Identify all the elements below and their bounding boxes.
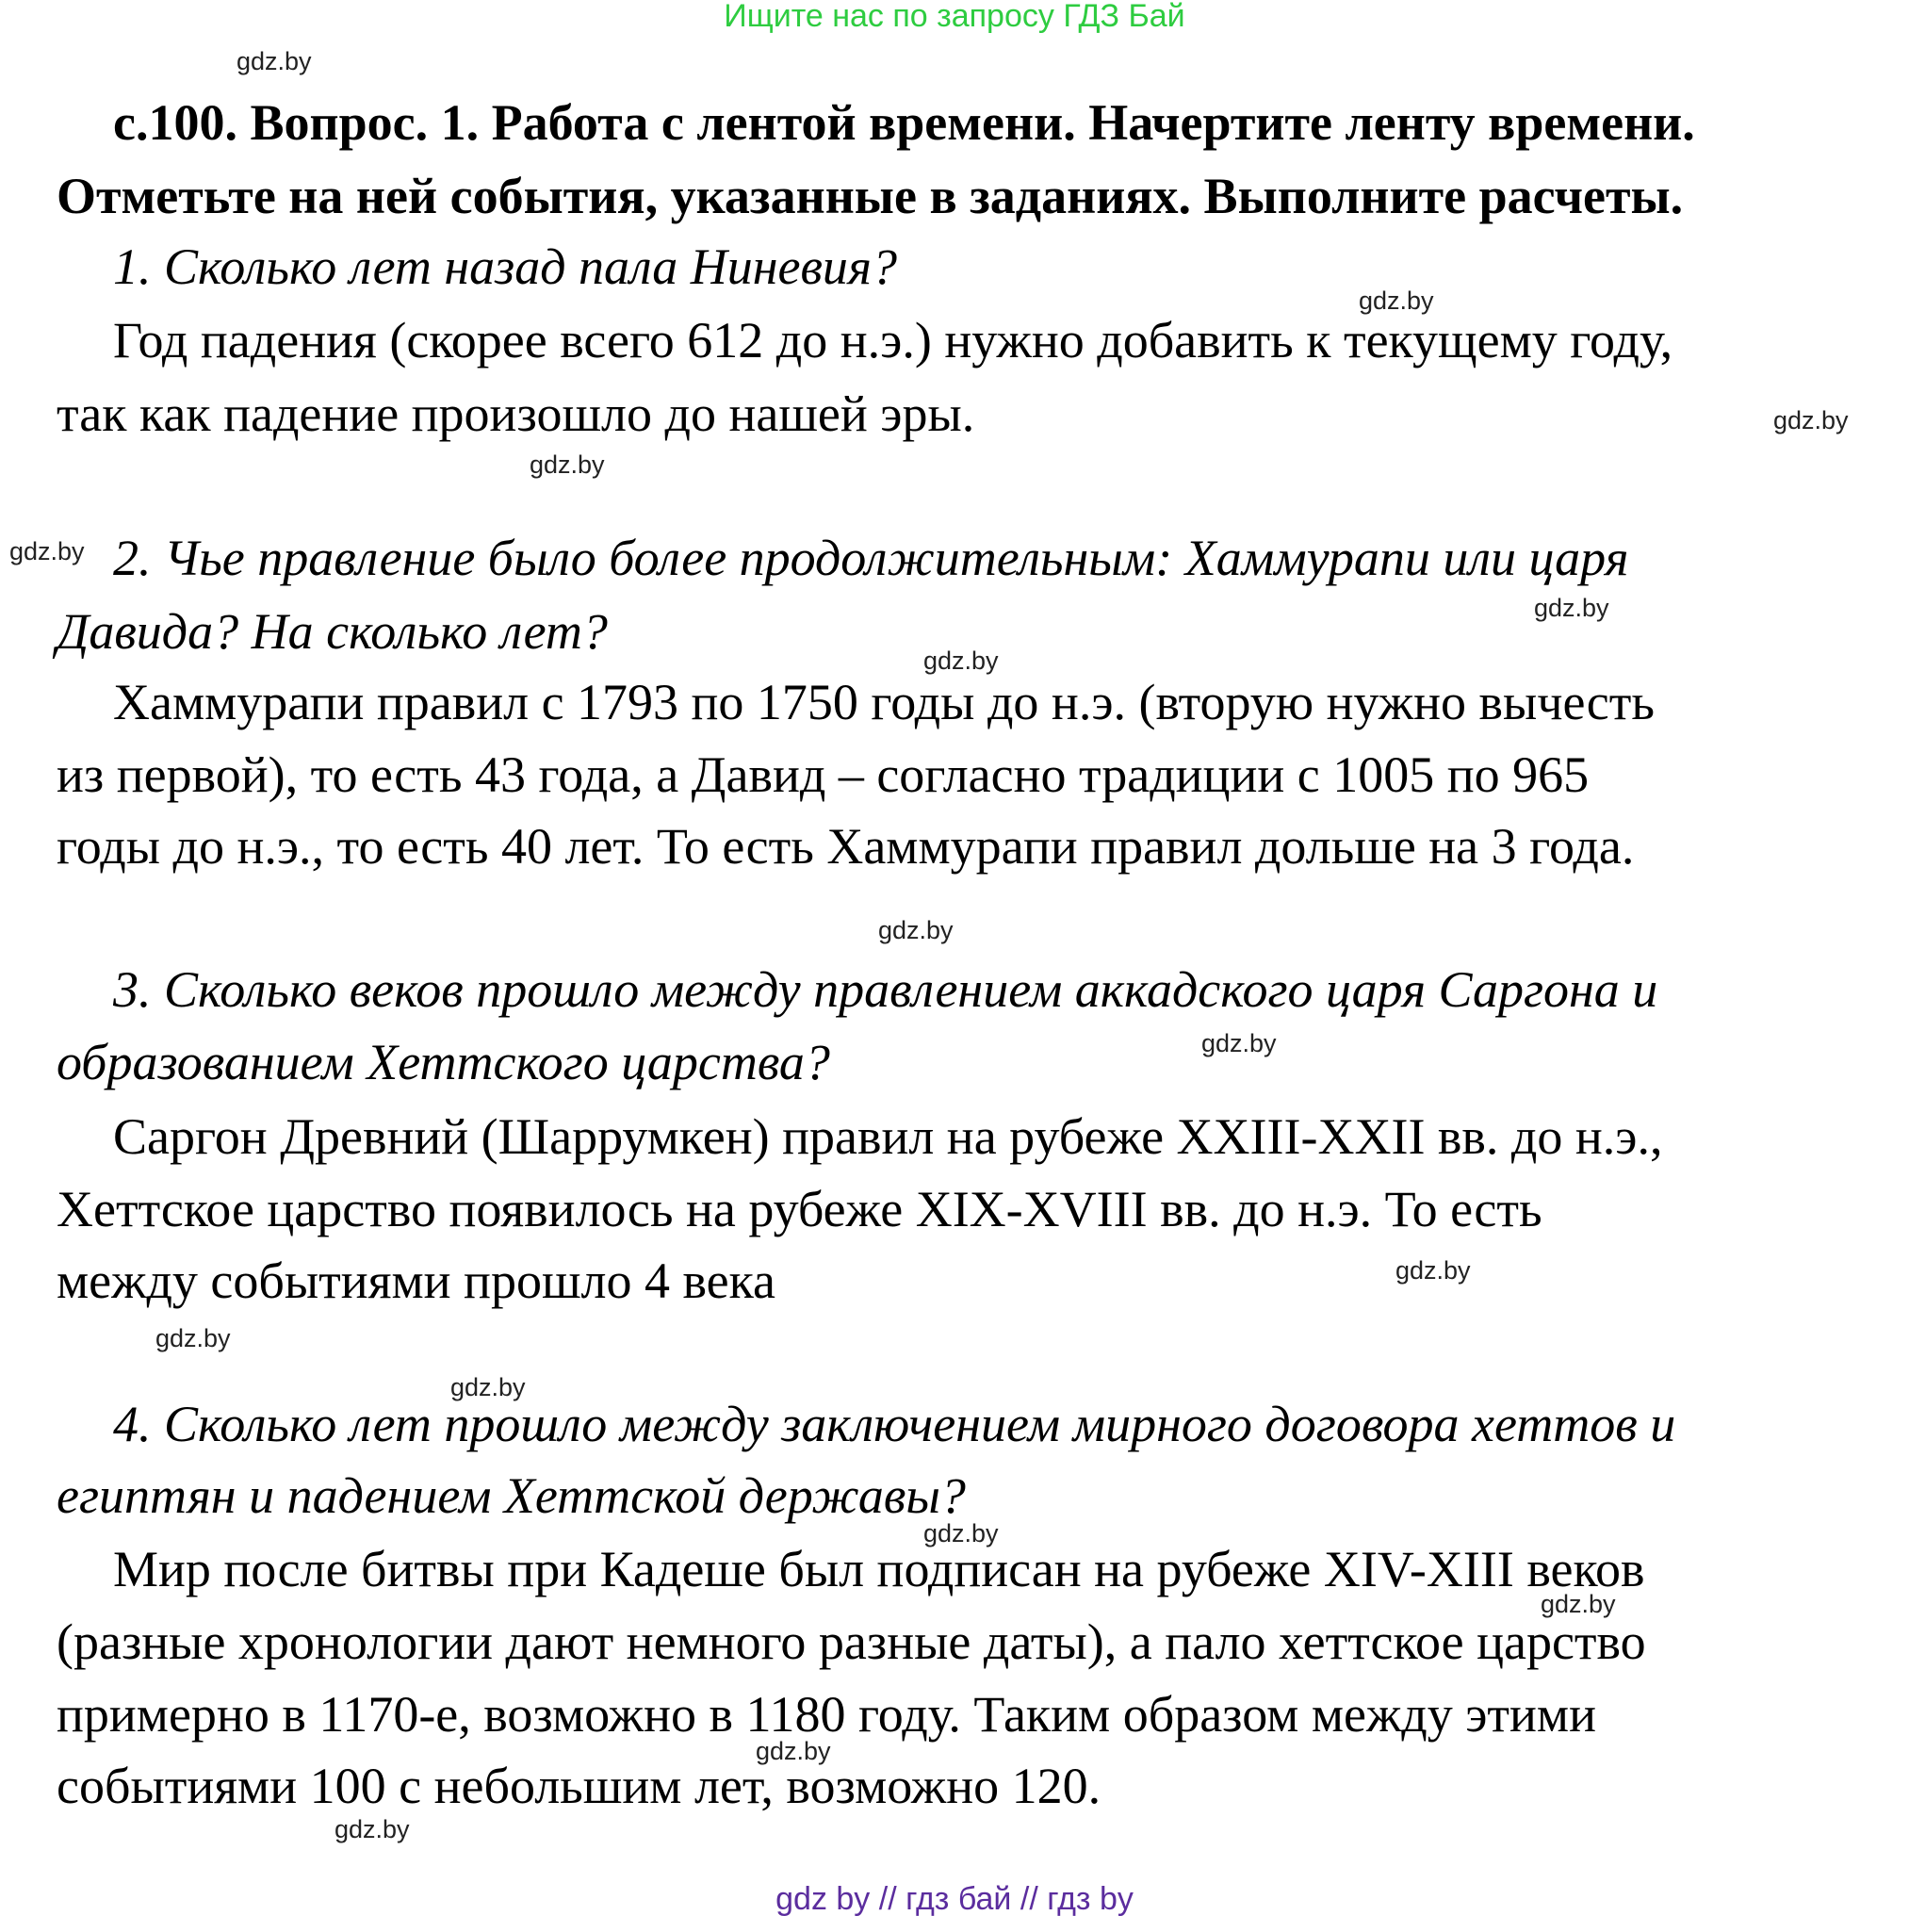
watermark: gdz.by xyxy=(1534,594,1609,622)
watermark: gdz.by xyxy=(923,647,999,675)
watermark: gdz.by xyxy=(1541,1590,1616,1618)
watermark: gdz.by xyxy=(1359,287,1434,315)
answer-3-line: между событиями прошло 4 века xyxy=(57,1253,776,1309)
answer-2-line: годы до н.э., то есть 40 лет. То есть Хаммурапи правил дольше на 3 года. xyxy=(57,818,1635,875)
watermark: gdz.by xyxy=(878,916,954,944)
answer-4-line: событиями 100 с небольшим лет, возможно 120. xyxy=(57,1758,1101,1814)
watermark: gdz.by xyxy=(155,1324,231,1352)
answer-4-line: примерно в 1170-е, возможно в 1180 году. Таким образом между этими xyxy=(57,1686,1597,1743)
question-4: египтян и падением Хеттской державы? xyxy=(57,1467,966,1524)
question-1: 1. Сколько лет назад пала Ниневия? xyxy=(113,238,898,295)
watermark: gdz.by xyxy=(450,1373,526,1401)
answer-1-line: так как падение произошло до нашей эры. xyxy=(57,385,975,442)
answer-2-line: из первой), то есть 43 года, а Давид – согласно традиции с 1005 по 965 xyxy=(57,746,1590,803)
watermark: gdz.by xyxy=(9,537,85,565)
watermark: gdz.by xyxy=(530,450,605,479)
question-3: 3. Сколько веков прошло между правлением аккадского царя Саргона и xyxy=(113,961,1658,1018)
answer-3-line: Саргон Древний (Шаррумкен) правил на рубеже XXIII-XXII вв. до н.э., xyxy=(113,1108,1663,1165)
footer-links: gdz by // гдз бай // гдз by xyxy=(775,1881,1134,1917)
question-4: 4. Сколько лет прошло между заключением мирного договора хеттов и xyxy=(113,1396,1676,1452)
question-3: образованием Хеттского царства? xyxy=(57,1034,830,1090)
watermark: gdz.by xyxy=(756,1737,831,1765)
title-line: с.100. Вопрос. 1. Работа с лентой времени. Начертите ленту времени. xyxy=(113,94,1695,151)
question-2: Давида? На сколько лет? xyxy=(57,603,608,660)
answer-3-line: Хеттское царство появилось на рубеже XIX-XVIII вв. до н.э. То есть xyxy=(57,1181,1542,1237)
answer-2-line: Хаммурапи правил с 1793 по 1750 годы до н.э. (вторую нужно вычесть xyxy=(113,674,1655,730)
answer-4-line: Мир после битвы при Кадеше был подписан на рубеже XIV-XIII веков xyxy=(113,1541,1645,1597)
watermark: gdz.by xyxy=(1773,406,1849,434)
answer-4-line: (разные хронологии дают немного разные даты), а пало хеттское царство xyxy=(57,1613,1646,1670)
watermark: gdz.by xyxy=(1201,1029,1277,1057)
watermark: gdz.by xyxy=(237,47,312,75)
search-banner: Ищите нас по запросу ГДЗ Бай xyxy=(724,0,1185,34)
title-line: Отметьте на ней события, указанные в заданиях. Выполните расчеты. xyxy=(57,168,1684,224)
question-2: 2. Чье правление было более продолжительным: Хаммурапи или царя xyxy=(113,530,1629,586)
watermark: gdz.by xyxy=(1395,1256,1471,1285)
watermark: gdz.by xyxy=(923,1519,999,1547)
watermark: gdz.by xyxy=(334,1815,410,1843)
answer-1-line: Год падения (скорее всего 612 до н.э.) нужно добавить к текущему году, xyxy=(113,312,1673,368)
